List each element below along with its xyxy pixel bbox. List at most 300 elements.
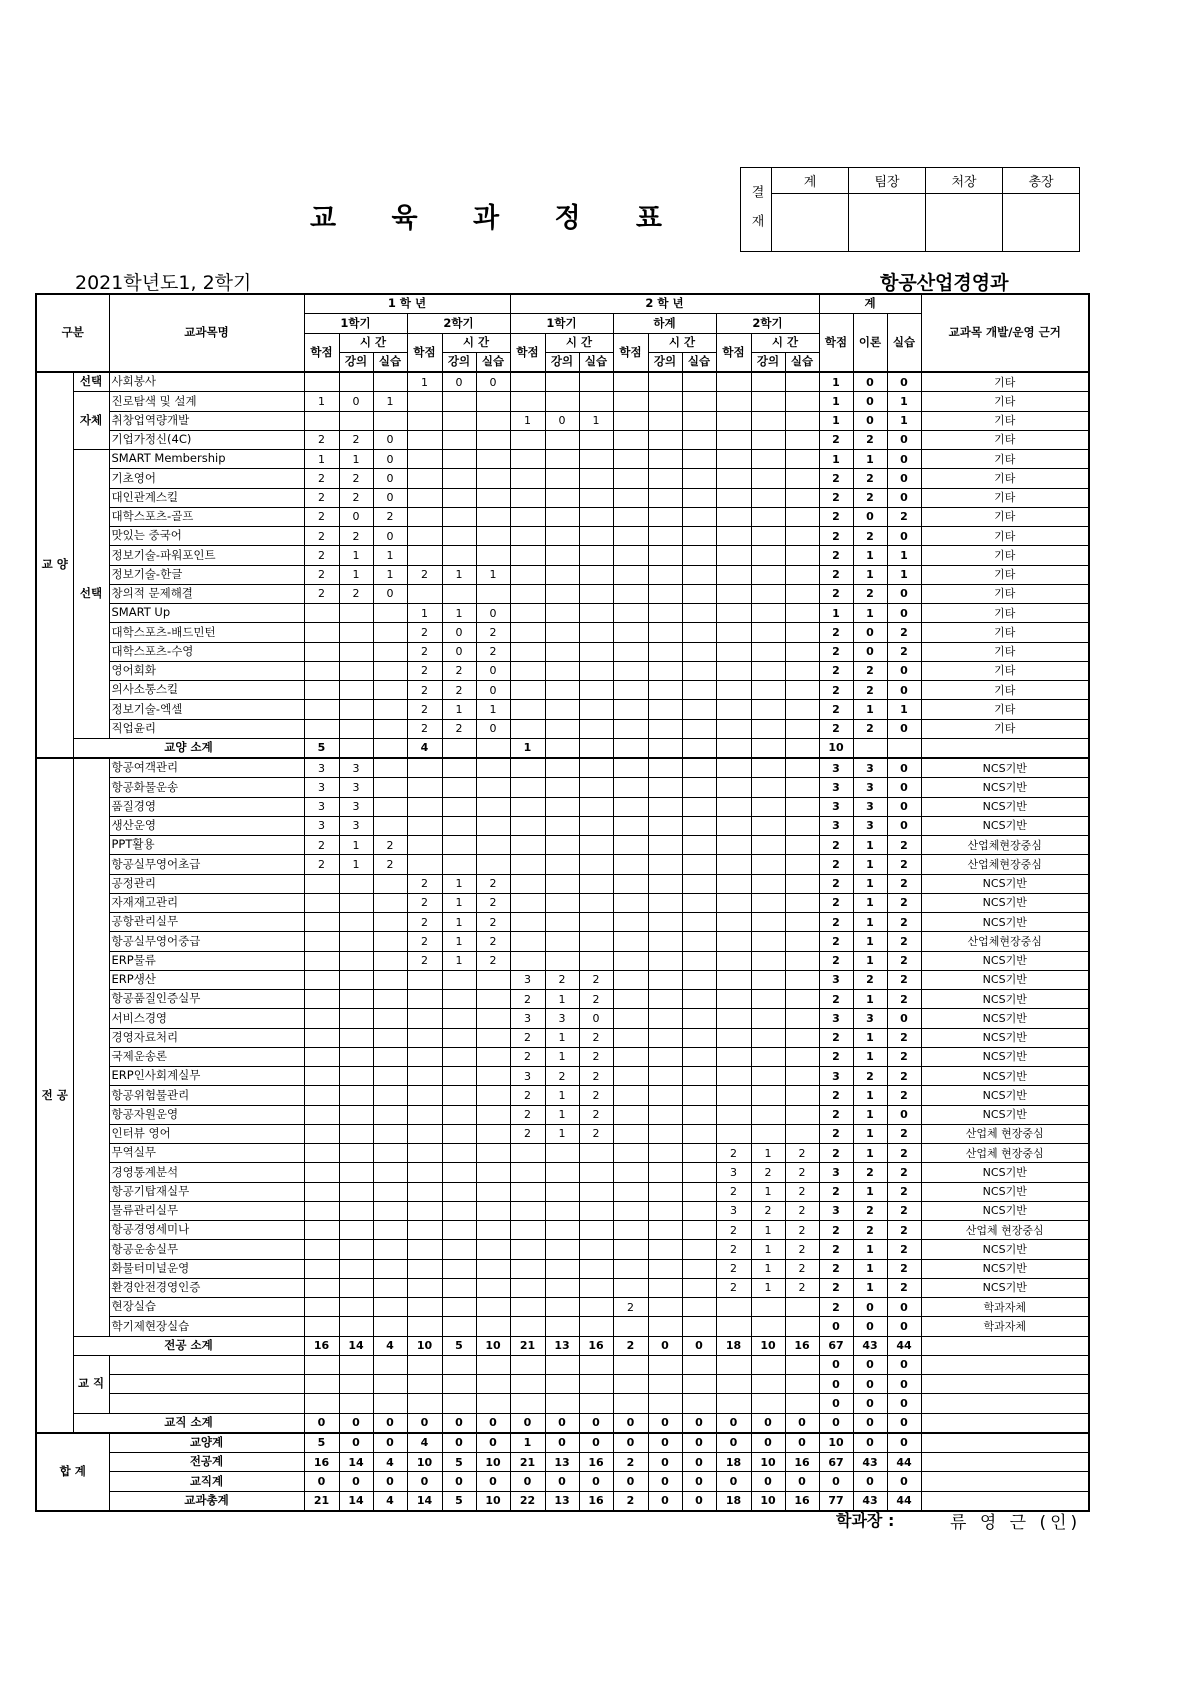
value-cell: [339, 1259, 373, 1278]
value-cell: [545, 1240, 579, 1259]
curriculum-body: [36, 294, 1089, 1511]
value-cell: 3: [304, 758, 339, 778]
basis-cell: 기타: [921, 527, 1089, 546]
value-cell: 2: [853, 1201, 887, 1220]
value-cell: [716, 1009, 751, 1028]
total-label: 교양계: [109, 1433, 304, 1453]
value-cell: 2: [304, 546, 339, 565]
value-cell: [785, 913, 819, 932]
value-cell: 2: [819, 855, 853, 874]
value-cell: [476, 450, 510, 469]
value-cell: [682, 874, 716, 893]
value-cell: [545, 836, 579, 855]
value-cell: 1: [853, 913, 887, 932]
subject-name: 기업가정신(4C): [109, 430, 304, 449]
table-row: [36, 1201, 1089, 1220]
value-cell: 2: [853, 681, 887, 700]
value-cell: 0: [648, 1491, 682, 1511]
value-cell: [613, 1182, 648, 1201]
subject-name: 국제운송론: [109, 1047, 304, 1066]
value-cell: [648, 700, 682, 719]
value-cell: 2: [853, 1163, 887, 1182]
value-cell: 10: [476, 1336, 510, 1355]
value-cell: [373, 1182, 407, 1201]
value-cell: 1: [751, 1278, 785, 1297]
value-cell: 2: [304, 855, 339, 874]
value-cell: [751, 836, 785, 855]
value-cell: [682, 372, 716, 392]
value-cell: [579, 1278, 613, 1297]
value-cell: [648, 1278, 682, 1297]
value-cell: 1: [442, 893, 476, 912]
value-cell: 1: [853, 1278, 887, 1297]
value-cell: [510, 469, 545, 488]
value-cell: [751, 450, 785, 469]
value-cell: [339, 738, 373, 758]
value-cell: 2: [819, 1182, 853, 1201]
value-cell: [785, 450, 819, 469]
value-cell: [682, 1298, 716, 1317]
subject-name: 맛있는 중국어: [109, 527, 304, 546]
value-cell: [373, 874, 407, 893]
value-cell: [373, 951, 407, 970]
value-cell: 0: [887, 1413, 921, 1433]
value-cell: 1: [887, 392, 921, 411]
value-cell: 0: [648, 1472, 682, 1491]
value-cell: 0: [613, 1433, 648, 1453]
value-cell: [476, 990, 510, 1009]
value-cell: [613, 488, 648, 507]
value-cell: [613, 411, 648, 430]
value-cell: [648, 990, 682, 1009]
value-cell: [442, 970, 476, 989]
basis-cell: 기타: [921, 565, 1089, 584]
value-cell: [407, 546, 442, 565]
value-cell: [373, 604, 407, 623]
value-cell: [304, 1144, 339, 1163]
value-cell: 2: [819, 1105, 853, 1124]
value-cell: 2: [442, 719, 476, 738]
value-cell: 2: [819, 719, 853, 738]
value-cell: 0: [853, 1413, 887, 1433]
value-cell: 2: [579, 1086, 613, 1105]
value-cell: [442, 1221, 476, 1240]
value-cell: [579, 797, 613, 816]
header-practice: 실습: [579, 352, 613, 372]
basis-cell: NCS기반: [921, 758, 1089, 778]
value-cell: 1: [442, 565, 476, 584]
value-cell: [442, 488, 476, 507]
value-cell: 0: [887, 719, 921, 738]
value-cell: [613, 874, 648, 893]
value-cell: [751, 719, 785, 738]
value-cell: 2: [613, 1491, 648, 1511]
value-cell: [785, 970, 819, 989]
value-cell: [648, 874, 682, 893]
value-cell: [682, 738, 716, 758]
value-cell: 1: [373, 546, 407, 565]
value-cell: [887, 738, 921, 758]
value-cell: [510, 681, 545, 700]
value-cell: [613, 1047, 648, 1066]
total-row: [36, 1491, 1089, 1511]
header-year1: 1 학 년: [304, 294, 510, 314]
value-cell: 2: [579, 1067, 613, 1086]
header-lecture: 강의: [751, 352, 785, 372]
value-cell: [510, 1375, 545, 1394]
value-cell: [579, 1317, 613, 1336]
value-cell: [716, 855, 751, 874]
value-cell: [545, 932, 579, 951]
value-cell: [682, 1047, 716, 1066]
value-cell: [613, 661, 648, 680]
value-cell: [545, 913, 579, 932]
subject-name: 물류관리실무: [109, 1201, 304, 1220]
value-cell: 2: [579, 1105, 613, 1124]
value-cell: 13: [545, 1491, 579, 1511]
value-cell: [579, 778, 613, 797]
value-cell: 2: [407, 623, 442, 642]
approval-col-staff: 계: [772, 168, 849, 194]
value-cell: [545, 681, 579, 700]
value-cell: 2: [579, 990, 613, 1009]
value-cell: [648, 1047, 682, 1066]
value-cell: [545, 546, 579, 565]
value-cell: 10: [476, 1453, 510, 1472]
value-cell: [476, 584, 510, 603]
value-cell: [545, 700, 579, 719]
value-cell: [373, 990, 407, 1009]
value-cell: [751, 970, 785, 989]
value-cell: 0: [819, 1355, 853, 1374]
value-cell: [442, 392, 476, 411]
value-cell: [682, 951, 716, 970]
basis-cell: NCS기반: [921, 1067, 1089, 1086]
value-cell: [716, 392, 751, 411]
table-row: [36, 951, 1089, 970]
value-cell: [373, 778, 407, 797]
value-cell: [785, 642, 819, 661]
value-cell: [510, 642, 545, 661]
basis-cell: NCS기반: [921, 990, 1089, 1009]
value-cell: [407, 1259, 442, 1278]
value-cell: [442, 1201, 476, 1220]
value-cell: 10: [407, 1453, 442, 1472]
value-cell: 18: [716, 1336, 751, 1355]
value-cell: 0: [887, 1355, 921, 1374]
basis-cell: [921, 1375, 1089, 1394]
value-cell: [682, 1201, 716, 1220]
value-cell: [579, 758, 613, 778]
subject-name: 경영자료처리: [109, 1028, 304, 1047]
value-cell: [648, 1221, 682, 1240]
value-cell: [648, 604, 682, 623]
subject-name: ERP생산: [109, 970, 304, 989]
value-cell: 0: [682, 1413, 716, 1433]
value-cell: 1: [442, 874, 476, 893]
value-cell: [476, 469, 510, 488]
value-cell: [510, 430, 545, 449]
value-cell: 0: [613, 1472, 648, 1491]
sub-elective: 선택: [73, 372, 109, 392]
header-year2: 2 학 년: [510, 294, 819, 314]
value-cell: 13: [545, 1453, 579, 1472]
value-cell: 2: [887, 1124, 921, 1143]
value-cell: [751, 1067, 785, 1086]
value-cell: [751, 411, 785, 430]
value-cell: 10: [751, 1491, 785, 1511]
value-cell: 4: [407, 738, 442, 758]
value-cell: 3: [339, 816, 373, 835]
value-cell: [476, 1086, 510, 1105]
value-cell: [339, 700, 373, 719]
value-cell: [407, 836, 442, 855]
value-cell: 4: [373, 1336, 407, 1355]
value-cell: 0: [887, 469, 921, 488]
table-row: [36, 1182, 1089, 1201]
value-cell: 1: [853, 1047, 887, 1066]
value-cell: [510, 372, 545, 392]
value-cell: [613, 990, 648, 1009]
value-cell: 2: [785, 1182, 819, 1201]
value-cell: [510, 1278, 545, 1297]
value-cell: [716, 797, 751, 816]
value-cell: 16: [785, 1491, 819, 1511]
value-cell: 2: [819, 951, 853, 970]
value-cell: [373, 700, 407, 719]
value-cell: 0: [373, 469, 407, 488]
value-cell: [853, 738, 887, 758]
value-cell: 4: [373, 1491, 407, 1511]
value-cell: [613, 1201, 648, 1220]
value-cell: 0: [682, 1472, 716, 1491]
value-cell: [476, 430, 510, 449]
value-cell: 10: [751, 1336, 785, 1355]
value-cell: 16: [785, 1453, 819, 1472]
value-cell: [648, 623, 682, 642]
value-cell: [785, 681, 819, 700]
value-cell: 2: [476, 913, 510, 932]
value-cell: [613, 700, 648, 719]
value-cell: 77: [819, 1491, 853, 1511]
value-cell: 2: [373, 836, 407, 855]
value-cell: [648, 661, 682, 680]
value-cell: [785, 623, 819, 642]
table-row: [36, 392, 1089, 411]
value-cell: [545, 1182, 579, 1201]
value-cell: [613, 604, 648, 623]
value-cell: [579, 1221, 613, 1240]
value-cell: 3: [716, 1201, 751, 1220]
value-cell: 0: [545, 411, 579, 430]
value-cell: 16: [304, 1453, 339, 1472]
value-cell: [339, 1009, 373, 1028]
value-cell: 0: [853, 1472, 887, 1491]
value-cell: [304, 874, 339, 893]
value-cell: 2: [339, 488, 373, 507]
value-cell: 2: [785, 1278, 819, 1297]
value-cell: [785, 661, 819, 680]
header-y2-sem2: 2학기: [716, 314, 819, 333]
value-cell: [682, 758, 716, 778]
header-y1-sem2: 2학기: [407, 314, 510, 333]
value-cell: [785, 1067, 819, 1086]
value-cell: [304, 1201, 339, 1220]
value-cell: [407, 1278, 442, 1297]
value-cell: [304, 681, 339, 700]
value-cell: [476, 1028, 510, 1047]
value-cell: [682, 546, 716, 565]
header-practice: 실습: [682, 352, 716, 372]
value-cell: [579, 1355, 613, 1374]
value-cell: [304, 604, 339, 623]
value-cell: [510, 450, 545, 469]
value-cell: [648, 1009, 682, 1028]
value-cell: [304, 642, 339, 661]
value-cell: [682, 816, 716, 835]
value-cell: [785, 1124, 819, 1143]
table-row: [36, 970, 1089, 989]
value-cell: 2: [887, 1028, 921, 1047]
basis-cell: [921, 1336, 1089, 1355]
subject-name: PPT활용: [109, 836, 304, 855]
value-cell: [648, 411, 682, 430]
value-cell: [373, 661, 407, 680]
value-cell: 1: [853, 565, 887, 584]
value-cell: [682, 1124, 716, 1143]
value-cell: 2: [819, 1278, 853, 1297]
value-cell: 0: [648, 1413, 682, 1433]
value-cell: 0: [887, 681, 921, 700]
basis-cell: 기타: [921, 450, 1089, 469]
value-cell: [373, 1317, 407, 1336]
value-cell: 1: [442, 932, 476, 951]
basis-cell: [921, 1413, 1089, 1433]
table-row: [36, 1067, 1089, 1086]
value-cell: [510, 836, 545, 855]
value-cell: [442, 411, 476, 430]
value-cell: [716, 507, 751, 526]
value-cell: 1: [853, 1086, 887, 1105]
subtotal-row: [36, 1336, 1089, 1355]
value-cell: [407, 1067, 442, 1086]
value-cell: [613, 546, 648, 565]
value-cell: [613, 1394, 648, 1413]
value-cell: [545, 1144, 579, 1163]
value-cell: 2: [819, 488, 853, 507]
value-cell: 5: [442, 1491, 476, 1511]
value-cell: [304, 913, 339, 932]
value-cell: 2: [819, 1144, 853, 1163]
value-cell: [407, 1394, 442, 1413]
value-cell: 1: [887, 411, 921, 430]
value-cell: 2: [853, 469, 887, 488]
total-label: 교과총계: [109, 1491, 304, 1511]
header-total: 계: [819, 294, 921, 314]
table-row: [36, 778, 1089, 797]
value-cell: [613, 738, 648, 758]
value-cell: [476, 1259, 510, 1278]
subject-name: [109, 1355, 304, 1374]
value-cell: [682, 836, 716, 855]
header-practice: 실습: [373, 352, 407, 372]
value-cell: [510, 893, 545, 912]
value-cell: 2: [819, 913, 853, 932]
value-cell: [785, 411, 819, 430]
value-cell: [476, 1240, 510, 1259]
value-cell: 0: [579, 1009, 613, 1028]
value-cell: [716, 1124, 751, 1143]
value-cell: 0: [887, 816, 921, 835]
value-cell: [716, 469, 751, 488]
value-cell: [613, 778, 648, 797]
value-cell: [442, 1067, 476, 1086]
value-cell: [613, 970, 648, 989]
value-cell: 2: [887, 1278, 921, 1297]
value-cell: [373, 893, 407, 912]
value-cell: 0: [785, 1433, 819, 1453]
value-cell: 1: [853, 951, 887, 970]
value-cell: 2: [819, 1028, 853, 1047]
value-cell: [510, 623, 545, 642]
value-cell: [579, 1163, 613, 1182]
value-cell: 3: [853, 797, 887, 816]
value-cell: 1: [510, 1433, 545, 1453]
value-cell: [373, 1355, 407, 1374]
value-cell: 16: [304, 1336, 339, 1355]
value-cell: [716, 874, 751, 893]
value-cell: 2: [373, 507, 407, 526]
subject-name: 대학스포츠-수영: [109, 642, 304, 661]
value-cell: [442, 1144, 476, 1163]
value-cell: 2: [304, 527, 339, 546]
value-cell: [407, 430, 442, 449]
value-cell: 0: [819, 1317, 853, 1336]
subject-name: 기초영어: [109, 469, 304, 488]
value-cell: [682, 1355, 716, 1374]
value-cell: [785, 372, 819, 392]
value-cell: 2: [716, 1259, 751, 1278]
value-cell: [339, 623, 373, 642]
value-cell: [339, 1298, 373, 1317]
value-cell: [613, 584, 648, 603]
approval-sign-president: [1003, 194, 1080, 252]
table-row: [36, 797, 1089, 816]
value-cell: [476, 1124, 510, 1143]
subtotal-label: 교직 소계: [73, 1413, 304, 1433]
header-category: 구분: [36, 294, 109, 372]
value-cell: [785, 797, 819, 816]
value-cell: [442, 546, 476, 565]
value-cell: [648, 1317, 682, 1336]
value-cell: [682, 1086, 716, 1105]
value-cell: [579, 1240, 613, 1259]
value-cell: 43: [853, 1336, 887, 1355]
value-cell: 2: [716, 1221, 751, 1240]
value-cell: 0: [304, 1472, 339, 1491]
value-cell: [407, 1221, 442, 1240]
subject-name: 공정관리: [109, 874, 304, 893]
value-cell: [579, 816, 613, 835]
value-cell: [339, 1221, 373, 1240]
value-cell: [304, 951, 339, 970]
value-cell: 0: [407, 1413, 442, 1433]
value-cell: [476, 1298, 510, 1317]
value-cell: [579, 604, 613, 623]
value-cell: [613, 450, 648, 469]
value-cell: [785, 546, 819, 565]
value-cell: [545, 584, 579, 603]
